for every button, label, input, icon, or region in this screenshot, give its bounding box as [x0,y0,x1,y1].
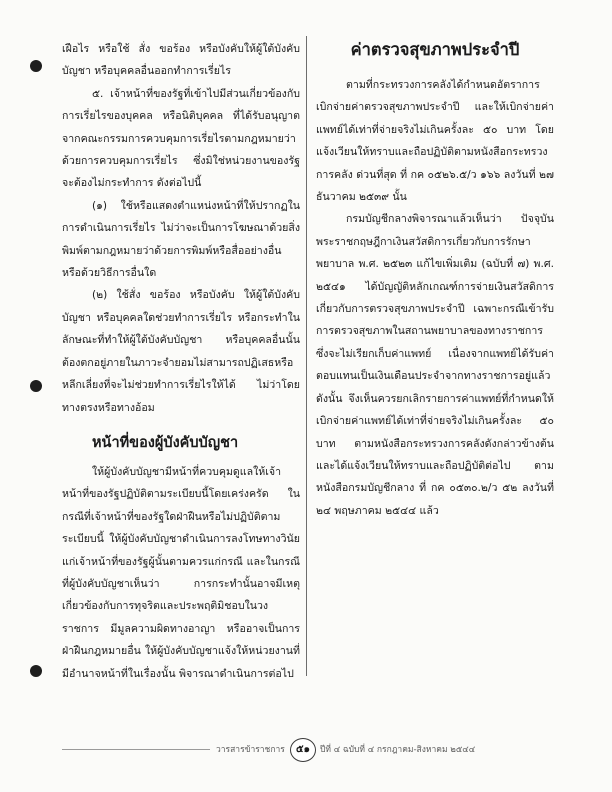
left-column [62,38,300,685]
binding-hole-mark [30,60,42,72]
column-divider [306,36,307,676]
item-5-paragraph: ๕. เจ้าหน้าที่ของรัฐที่เข้าไปมีส่วนเกี่ยวข้องกับการเรี่ยไรของบุคคล หรือนิติบุคคล ที่ได้รับอนุญาตจากคณะกรรมการควบคุมการเรี่ยไรตามกฎหมายว่าด้วยการควบคุมการเรี่ยไร ซึ่งมิใช่หน่วยงานของรัฐ จะต้องไม่กระทำการ ดังต่อไปนี้ [62,87,300,190]
sub-item-2-paragraph: (๒) ใช้สั่ง ขอร้อง หรือบังคับ ให้ผู้ใต้บังคับบัญชา หรือบุคคลใดช่วยทำการเรี่ยไร หรือกระทำในลักษณะที่ทำให้ผู้ใต้บังคับบัญชา หรือบุคคลอื่นนั้น ต้องตกอยู่ภายในภาวะจำยอมไม่สามารถปฏิเสธหรือหลีกเลี่ยงที่จะไม่ช่วยทำการเรี่ยไรให้ได้ ไม่ว่าโดยทางตรงหรือทางอ้อม [62,289,300,414]
binding-hole-mark [30,665,42,677]
right-column [316,38,554,522]
page-number: ๕๑ [290,738,316,762]
journal-name: วารสารข้าราชการ [216,745,285,755]
sub-item-1-paragraph: (๑) ใช้หรือแสดงตำแหน่งหน้าที่ให้ปรากฏในการดำเนินการเรี่ยไร ไม่ว่าจะเป็นการโฆษณาด้วยสิ่งพิมพ์ตามกฎหมายว่าด้วยการพิมพ์หรือสื่ออย่างอื่น หรือด้วยวิธีการอื่นใด [62,199,300,280]
supervisor-duties-paragraph: ให้ผู้บังคับบัญชามีหน้าที่ควบคุมดูแลให้เจ้าหน้าที่ของรัฐปฏิบัติตามระเบียบนี้โดยเคร่งครัด ในกรณีที่เจ้าหน้าที่ของรัฐใดฝ่าฝืนหรือไม่ปฏิบัติตามระเบียบนี้ ให้ผู้บังคับบัญชาดำเนินการลงโทษทางวินัยแก่เจ้าหน้าที่ของรัฐผู้นั้นตามควรแก่กรณี และในกรณีที่ผู้บังคับบัญชาเห็นว่า การกระทำนั้นอาจมีเหตุเกี่ยวข้องกับการทุจริตและประพฤติมิชอบในวงราชการ มีมูลความผิดทางอาญา หรืออาจเป็นการฝ่าฝืนกฎหมายอื่น ให้ผู้บังคับบัญชาแจ้งให้หน่วยงานที่มีอำนาจหน้าที่ในเรื่องนั้น พิจารณาดำเนินการต่อไป [62,465,300,680]
section-heading-supervisor-duties: หน้าที่ของผู้บังคับบัญชา [92,434,239,451]
footer-rule [62,749,210,750]
binding-hole-mark [30,380,42,392]
section-heading-health-check: ค่าตรวจสุขภาพประจำปี [350,40,520,59]
health-check-paragraph-2: กรมบัญชีกลางพิจารณาแล้วเห็นว่า ปัจจุบันพระราชกฤษฎีกาเงินสวัสดิการเกี่ยวกับการรักษาพยาบาล พ.ศ. ๒๕๒๓ แก้ไขเพิ่มเติม (ฉบับที่ ๗) พ.ศ. ๒๕๔๑ ได้บัญญัติหลักเกณฑ์การจ่ายเงินสวัสดิการเกี่ยวกับการตรวจสุขภาพประจำปี เฉพาะกรณีเข้ารับการตรวจสุขภาพในสถานพยาบาลของทางราชการ ซึ่งจะไม่เรียกเก็บค่าแพทย์ เนื่องจากแพทย์ได้รับค่าตอบแทนเป็นเงินเดือนประจำจากทางราชการอยู่แล้ว ดังนั้น จึงเห็นควรยกเลิกรายการค่าแพทย์ที่กำหนดให้เบิกจ่ายค่าแพทย์ได้เท่าที่จ่ายจริงไม่เกินครั้งละ ๕๐ บาท ตามหนังสือกระทรวงการคลังดังกล่าวข้างต้น และได้แจ้งเวียนให้ทราบและถือปฏิบัติต่อไป ตามหนังสือกรมบัญชีกลาง ที่ กค ๐๕๓๐.๒/ว ๕๒ ลงวันที่ ๒๔ พฤษภาคม ๒๕๔๔ แล้ว [316,213,554,517]
issue-info: ปีที่ ๔ ฉบับที่ ๔ กรกฎาคม-สิงหาคม ๒๕๔๔ [320,745,476,755]
page-footer [62,738,554,760]
health-check-paragraph-1: ตามที่กระทรวงการคลังได้กำหนดอัตราการเบิกจ่ายค่าตรวจสุขภาพประจำปี และให้เบิกจ่ายค่าแพทย์ได้เท่าที่จ่ายจริงไม่เกินครั้งละ ๕๐ บาท โดยแจ้งเวียนให้ทราบและถือปฏิบัติตามหนังสือกระทรวงการคลัง ด่วนที่สุด ที่ กค ๐๕๒๖.๕/ว ๑๖๖ ลงวันที่ ๒๗ ธันวาคม ๒๕๓๙ นั้น [316,79,554,204]
continuation-paragraph: เฝือไร หรือใช้ สั่ง ขอร้อง หรือบังคับให้ผู้ใต้บังคับบัญชา หรือบุคคลอื่นออกทำการเรี่ยไร [62,43,300,78]
